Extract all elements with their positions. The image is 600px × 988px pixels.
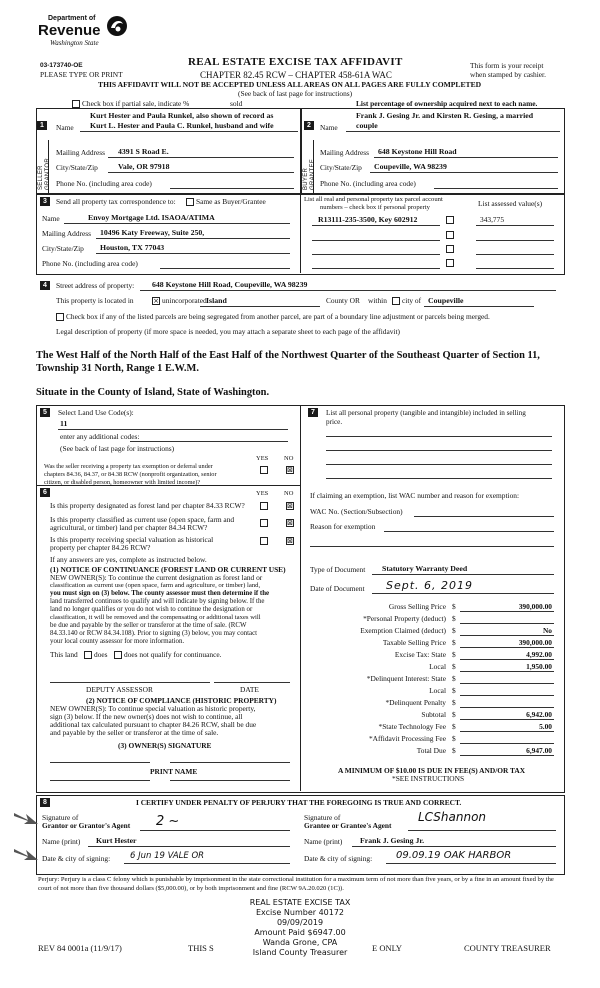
seller-name-line1[interactable]: Kurt Hester and Paula Runkel, also shown of record as bbox=[90, 111, 274, 120]
exemption-q-line3: citizen, or disabled person, homeowner with limited income)? bbox=[44, 479, 201, 486]
section4-number: 4 bbox=[40, 281, 50, 290]
tax-row-currency: $ bbox=[452, 626, 456, 635]
county-value[interactable]: Island bbox=[206, 296, 227, 305]
historic-q-line1: Is this property receiving special valuation as historical bbox=[50, 535, 214, 544]
notice1-line3: you must sign on (3) below. The county assessor must then determine if the bbox=[50, 590, 270, 597]
seller-city-label: City/State/Zip bbox=[56, 163, 98, 172]
city-of-checkbox[interactable] bbox=[392, 297, 400, 305]
if-yes-instruction: If any answers are yes, complete as instructed below. bbox=[50, 555, 207, 564]
doc-date-label: Date of Document bbox=[310, 584, 365, 593]
parcel-number[interactable]: R13111-235-3500, Key 602912 bbox=[318, 215, 418, 224]
tax-row-currency: $ bbox=[452, 638, 456, 647]
land-use-code[interactable]: 11 bbox=[60, 419, 68, 428]
current-use-no-checkbox[interactable]: ⊠ bbox=[287, 519, 293, 527]
grantor-date-city[interactable]: 6 Jun 19 VALE OR bbox=[130, 851, 205, 861]
tax-row-label: *Personal Property (deduct) bbox=[363, 614, 446, 623]
current-use-q-line2: agricultural, or timber) land per chapter 84.34 RCW? bbox=[50, 523, 208, 532]
minimum-fee-line2: *SEE INSTRUCTIONS bbox=[392, 774, 465, 783]
tax-corr-city-label: City/State/Zip bbox=[42, 244, 84, 253]
section7-number: 7 bbox=[308, 408, 318, 417]
buyer-city-label: City/State/Zip bbox=[320, 163, 362, 172]
tax-row-currency: $ bbox=[452, 722, 456, 731]
tax-row-currency: $ bbox=[452, 602, 456, 611]
current-use-q-line1: Is this property classified as current use (open space, farm and bbox=[50, 515, 235, 524]
partial-sale-checkbox[interactable] bbox=[72, 100, 80, 108]
logo-line2: Revenue bbox=[38, 22, 101, 39]
treasurer-stamp bbox=[220, 898, 380, 958]
no-header-5: NO bbox=[284, 455, 294, 462]
parcel-header-line1: List all real and personal property tax parcel account bbox=[304, 196, 443, 203]
tax-row-value[interactable]: 6,942.00 bbox=[526, 710, 552, 719]
forest-yes-checkbox[interactable] bbox=[260, 502, 268, 510]
seller-phone-label: Phone No. (including area code) bbox=[56, 179, 152, 188]
section1-number: 1 bbox=[37, 121, 47, 130]
buyer-name-line1[interactable]: Frank J. Gesing Jr. and Kirsten R. Gesing, a married bbox=[356, 111, 534, 120]
parcel4-personal-checkbox[interactable] bbox=[446, 259, 454, 267]
stamp-line4: Amount Paid $6947.00 bbox=[254, 928, 346, 937]
located-label: This property is located in bbox=[56, 296, 134, 305]
unincorporated-label: unincorporated bbox=[162, 296, 207, 305]
grantor-sig-label1: Signature of bbox=[42, 813, 79, 822]
notice1-line9: your local county assessor for more information. bbox=[50, 638, 185, 645]
assessor-date-label: DATE bbox=[240, 685, 259, 694]
buyer-name-label: Name bbox=[320, 123, 338, 132]
seller-name-label: Name bbox=[56, 123, 74, 132]
county-treasurer-label: COUNTY TREASURER bbox=[464, 943, 551, 953]
grantee-name[interactable]: Frank J. Gesing Jr. bbox=[360, 836, 425, 845]
does-label: does bbox=[94, 650, 108, 659]
notice1-line6: classification, it will be removed and the compensating or additional taxes will bbox=[50, 614, 261, 621]
seller-mailing[interactable]: 4391 S Road E. bbox=[118, 147, 169, 156]
forest-no-checkbox[interactable]: ⊠ bbox=[287, 502, 293, 510]
street-label: Street address of property: bbox=[56, 281, 135, 290]
grantor-arrow-icon bbox=[14, 810, 40, 828]
perjury-statement bbox=[38, 876, 566, 893]
tax-row-currency: $ bbox=[452, 710, 456, 719]
doc-type[interactable]: Statutory Warranty Deed bbox=[382, 564, 468, 573]
tax-corr-name-label: Name bbox=[42, 214, 60, 223]
notice2-line3: additional tax calculated pursuant to chapter 84.26 RCW, shall be due bbox=[50, 720, 257, 729]
tax-corr-mailing-label: Mailing Address bbox=[42, 229, 92, 238]
grantor-name[interactable]: Kurt Hester bbox=[96, 836, 137, 845]
seller-side-label: SELLER GRANTOR bbox=[38, 158, 51, 190]
tax-row-currency: $ bbox=[452, 674, 456, 683]
current-use-yes-checkbox[interactable] bbox=[260, 519, 268, 527]
section3-number: 3 bbox=[40, 197, 50, 206]
exemption-q-line2: chapters 84.36, 84.37, or 84.38 RCW (nonprofit organization, senior bbox=[44, 471, 217, 478]
dor-swirl-icon bbox=[106, 14, 128, 38]
tax-corr-city[interactable]: Houston, TX 77043 bbox=[100, 243, 165, 252]
buyer-side-label: BUYER GRANTEE bbox=[303, 158, 316, 190]
tax-corr-label: Send all property tax correspondence to: bbox=[56, 197, 176, 206]
grantor-name-label: Name (print) bbox=[42, 837, 81, 846]
tax-row-currency: $ bbox=[452, 614, 456, 623]
county-or-label: County OR bbox=[326, 296, 360, 305]
notice1-line7: be due and payable by the seller or transferor at the time of sale. (RCW bbox=[50, 622, 247, 629]
tax-row-value[interactable]: No bbox=[542, 626, 552, 635]
grantor-sig-label2: Grantor or Grantor's Agent bbox=[42, 821, 131, 830]
notice1-line2: classification as current use (open space, farm and agriculture, or timber) land, bbox=[50, 582, 261, 589]
land-use-label: Select Land Use Code(s): bbox=[58, 408, 134, 417]
owner-signature-label: (3) OWNER(S) SIGNATURE bbox=[118, 741, 212, 750]
stamp-line3: 09/09/2019 bbox=[276, 918, 324, 927]
no-header-6: NO bbox=[284, 490, 294, 497]
notice2-title: (2) NOTICE OF COMPLIANCE (HISTORIC PROPERTY) bbox=[86, 696, 277, 705]
section5-number: 5 bbox=[40, 408, 50, 417]
tax-row-value[interactable]: 390,000.00 bbox=[518, 602, 552, 611]
logo-line1: Department of bbox=[48, 15, 96, 22]
perjury-text: Perjury: Perjury is a class C felony which is punishable by imprisonment in the state correctional institution for a maximum term of not more than five years, or by a fine in an amount fixed by the court of not more than five thousand dollars ($5,000.00), or by both imprisonment and fine (RCW 9A.20.020 (1C)). bbox=[38, 876, 554, 892]
land-use-see-back: (See back of last page for instructions) bbox=[60, 444, 175, 453]
tax-row-label: Excise Tax: State bbox=[394, 650, 446, 659]
yes-header-5: YES bbox=[256, 455, 269, 462]
notice2-line2: sign (3) below. If the new owner(s) does not wish to continue, all bbox=[50, 712, 243, 721]
this-space-left: THIS S bbox=[188, 943, 214, 953]
certify-statement: I CERTIFY UNDER PENALTY OF PERJURY THAT THE FOREGOING IS TRUE AND CORRECT. bbox=[136, 798, 462, 807]
tax-row-label: Total Due bbox=[416, 746, 446, 755]
tax-row-currency: $ bbox=[452, 686, 456, 695]
parcel2-personal-checkbox[interactable] bbox=[446, 231, 454, 239]
receipt-line2: when stamped by cashier. bbox=[470, 70, 546, 79]
tax-row-currency: $ bbox=[452, 662, 456, 671]
partial-sale-sold: sold bbox=[230, 99, 243, 108]
grantee-sig-label2: Grantee or Grantee's Agent bbox=[304, 821, 392, 830]
grantor-date-label: Date & city of signing: bbox=[42, 854, 111, 863]
section8-number: 8 bbox=[40, 798, 50, 807]
unincorporated-checkbox[interactable]: × bbox=[153, 297, 159, 305]
land-does-not-checkbox[interactable] bbox=[114, 651, 122, 659]
tax-corr-phone-label: Phone No. (including area code) bbox=[42, 259, 138, 268]
tax-row-currency: $ bbox=[452, 734, 456, 743]
same-as-buyer-label: Same as Buyer/Grantee bbox=[196, 197, 266, 206]
historic-no-checkbox[interactable]: ⊠ bbox=[287, 537, 293, 545]
print-name-label: PRINT NAME bbox=[150, 767, 198, 776]
tax-row-value[interactable]: 4,992.00 bbox=[526, 650, 552, 659]
within-label: within bbox=[368, 296, 387, 305]
form-revision: REV 84 0001a (11/9/17) bbox=[38, 943, 122, 953]
tax-row-label: *Affidavit Processing Fee bbox=[368, 734, 446, 743]
buyer-phone-label: Phone No. (including area code) bbox=[320, 179, 416, 188]
additional-codes-label: enter any additional codes: bbox=[60, 432, 140, 441]
this-space-right: E ONLY bbox=[372, 943, 403, 953]
date-arrow-icon bbox=[14, 846, 40, 864]
please-type: PLEASE TYPE OR PRINT bbox=[40, 70, 123, 79]
city-of-label: city of bbox=[402, 296, 422, 305]
forest-question: Is this property designated as forest land per chapter 84.33 RCW? bbox=[50, 501, 245, 510]
tax-row-value[interactable]: 6,947.00 bbox=[526, 746, 552, 755]
notice2-line1: NEW OWNER(S): To continue special valuation as historic property, bbox=[50, 704, 256, 713]
assessed-header: List assessed value(s) bbox=[478, 199, 543, 208]
tax-row-label: Subtotal bbox=[421, 710, 446, 719]
historic-yes-checkbox[interactable] bbox=[260, 537, 268, 545]
tax-row-value[interactable]: 1,950.00 bbox=[526, 662, 552, 671]
segregated-checkbox[interactable] bbox=[56, 313, 64, 321]
legal-line1[interactable]: The West Half of the North Half of the East Half of the Northwest Quarter of the Southeast Quarter of Section 11, bbox=[36, 350, 540, 361]
personal-property-label-line2: price. bbox=[326, 418, 343, 426]
logo-line3: Washington State bbox=[50, 39, 99, 47]
grantee-date-label: Date & city of signing: bbox=[304, 854, 373, 863]
this-land-label: This land bbox=[50, 650, 78, 659]
section6-number: 6 bbox=[40, 488, 50, 497]
street-address[interactable]: 648 Keystone Hill Road, Coupeville, WA 98239 bbox=[152, 280, 308, 289]
stamp-line6: Island County Treasurer bbox=[252, 948, 348, 957]
tax-row-label: *State Technology Fee bbox=[378, 722, 446, 731]
notice1-line1: NEW OWNER(S): To continue the current designation as forest land or bbox=[50, 573, 263, 582]
tax-row-label: Gross Selling Price bbox=[388, 602, 446, 611]
notice1-line8: 84.33.140 or RCW 84.34.108). Prior to signing (3) below, you may contact bbox=[50, 630, 258, 637]
yes-header-6: YES bbox=[256, 490, 269, 497]
exemption-no-checkbox[interactable]: ⊠ bbox=[287, 466, 293, 474]
tax-row-currency: $ bbox=[452, 650, 456, 659]
form-chapter: CHAPTER 82.45 RCW – CHAPTER 458-61A WAC bbox=[200, 70, 392, 80]
tax-row-label: Local bbox=[429, 662, 446, 671]
land-does-checkbox[interactable] bbox=[84, 651, 92, 659]
tax-row-currency: $ bbox=[452, 746, 456, 755]
legal-label: Legal description of property (if more space is needed, you may attach a separate sheet to each page of the affidavit) bbox=[56, 327, 400, 336]
claim-exemption-label: If claiming an exemption, list WAC number and reason for exemption: bbox=[310, 491, 520, 500]
stamp-line2: Excise Number 40172 bbox=[255, 908, 345, 917]
legal-line2[interactable]: Township 31 North, Range 1 E.W.M. bbox=[36, 363, 199, 374]
form-see-back: (See back of last page for instructions) bbox=[238, 89, 353, 98]
notice1-title: (1) NOTICE OF CONTINUANCE (FOREST LAND OR CURRENT USE) bbox=[50, 565, 286, 574]
notice1-line4: land transferred continues to qualify and will indicate by signing below. If the bbox=[50, 598, 265, 605]
notice2-line4: and payable by the seller or transferor at the time of sale. bbox=[50, 728, 219, 737]
parcel3-personal-checkbox[interactable] bbox=[446, 245, 454, 253]
buyer-city[interactable]: Coupeville, WA 98239 bbox=[374, 162, 447, 171]
section2-number: 2 bbox=[304, 121, 314, 130]
grantor-signature[interactable]: 2 ~ bbox=[156, 814, 180, 829]
grantee-name-label: Name (print) bbox=[304, 837, 343, 846]
tax-row-currency: $ bbox=[452, 698, 456, 707]
grantee-signature[interactable]: LCShannon bbox=[418, 810, 487, 824]
city-value[interactable]: Coupeville bbox=[428, 296, 464, 305]
tax-row-label: Taxable Selling Price bbox=[382, 638, 446, 647]
segregated-label: Check box if any of the listed parcels are being segregated from another parcel, are part of a boundary line adjustment or parcels being merged. bbox=[66, 312, 490, 321]
notice1-line5: land no longer qualifies or you do not wish to continue the designation or bbox=[50, 606, 253, 613]
form-id: 03-173740-OE bbox=[40, 62, 83, 69]
buyer-name-line2[interactable]: couple bbox=[356, 121, 378, 130]
wac-label: WAC No. (Section/Subsection) bbox=[310, 507, 403, 516]
personal-property-label-line1: List all personal property (tangible and intangible) included in selling bbox=[326, 409, 526, 417]
historic-q-line2: property per chapter 84.26 RCW? bbox=[50, 543, 151, 552]
tax-row-value[interactable]: 390,000.00 bbox=[518, 638, 552, 647]
tax-corr-name[interactable]: Envoy Mortgage Ltd. ISAOA/ATIMA bbox=[88, 213, 215, 222]
partial-sale-label: Check box if partial sale, indicate % bbox=[82, 99, 190, 108]
tax-row-label: Local bbox=[429, 686, 446, 695]
grantee-sig-label1: Signature of bbox=[304, 813, 341, 822]
seller-mailing-label: Mailing Address bbox=[56, 148, 106, 157]
seller-name-line2[interactable]: Kurt L. Hester and Paula C. Runkel, husband and wife bbox=[90, 121, 274, 130]
minimum-fee-line1: A MINIMUM OF $10.00 IS DUE IN FEE(S) AND/OR TAX bbox=[338, 766, 526, 775]
assessed-value[interactable]: 343,775 bbox=[480, 215, 505, 224]
deputy-assessor-label: DEPUTY ASSESSOR bbox=[86, 685, 153, 694]
form-title: REAL ESTATE EXCISE TAX AFFIDAVIT bbox=[188, 56, 403, 68]
receipt-line1: This form is your receipt bbox=[470, 61, 544, 70]
stamp-line5: Wanda Grone, CPA bbox=[262, 938, 338, 947]
same-as-buyer-checkbox[interactable] bbox=[186, 198, 194, 206]
buyer-mailing-label: Mailing Address bbox=[320, 148, 370, 157]
grantee-date-city[interactable]: 09.09.19 OAK HARBOR bbox=[396, 850, 512, 861]
exemption-q-line1: Was the seller receiving a property tax exemption or deferral under bbox=[44, 463, 213, 470]
seller-city[interactable]: Vale, OR 97918 bbox=[118, 162, 170, 171]
tax-corr-mailing[interactable]: 10496 Katy Freeway, Suite 250, bbox=[100, 228, 205, 237]
buyer-mailing[interactable]: 648 Keystone Hill Road bbox=[378, 147, 457, 156]
parcel-header-line2: numbers – check box if personal property bbox=[320, 204, 430, 211]
doc-type-label: Type of Document bbox=[310, 565, 366, 574]
situate-line[interactable]: Situate in the County of Island, State of Washington. bbox=[36, 387, 270, 398]
dor-logo bbox=[38, 14, 128, 54]
parcel1-personal-checkbox[interactable] bbox=[446, 216, 454, 224]
ownership-note: List percentage of ownership acquired next to each name. bbox=[356, 99, 538, 108]
exemption-yes-checkbox[interactable] bbox=[260, 466, 268, 474]
tax-row-label: *Delinquent Penalty bbox=[385, 698, 446, 707]
form-warning: THIS AFFIDAVIT WILL NOT BE ACCEPTED UNLESS ALL AREAS ON ALL PAGES ARE FULLY COMPLETED bbox=[98, 80, 482, 89]
tax-row-label: *Delinquent Interest: State bbox=[366, 674, 446, 683]
doc-date[interactable]: Sept. 6, 2019 bbox=[386, 579, 474, 592]
tax-row-value[interactable]: 5.00 bbox=[539, 722, 552, 731]
does-not-label: does not qualify for continuance. bbox=[124, 650, 222, 659]
reason-label: Reason for exemption bbox=[310, 522, 376, 531]
tax-row-label: Exemption Claimed (deduct) bbox=[360, 626, 446, 635]
stamp-line1: REAL ESTATE EXCISE TAX bbox=[249, 898, 351, 907]
